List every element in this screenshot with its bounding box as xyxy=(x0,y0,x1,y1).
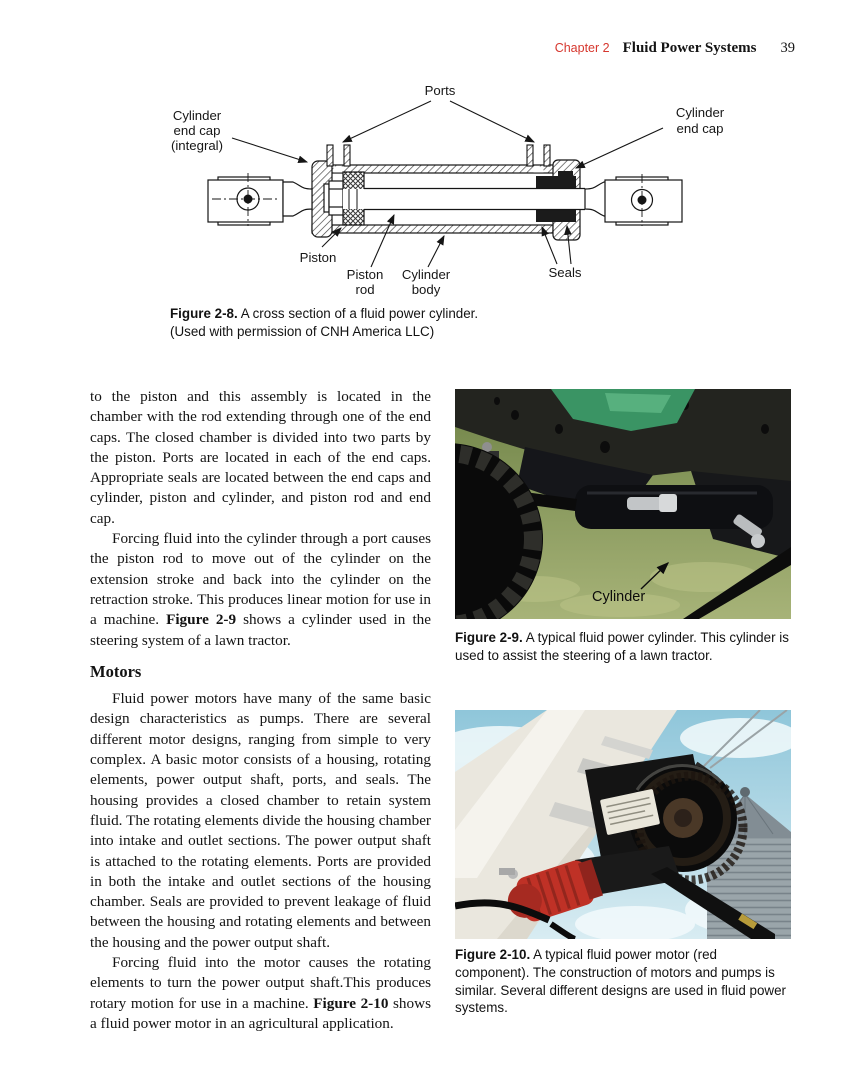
seals-label: Seals xyxy=(548,265,582,280)
chapter-title: Fluid Power Systems xyxy=(622,40,757,56)
cylinder-cross-section-svg xyxy=(128,76,790,308)
svg-text:Cylinder: Cylinder xyxy=(401,267,451,282)
right-clevis xyxy=(585,174,682,226)
svg-text:body: body xyxy=(411,282,441,297)
figure-2-10-number: Figure 2-10. xyxy=(455,947,531,962)
piston-nut xyxy=(324,181,343,215)
motors-heading: Motors xyxy=(90,661,142,681)
piston-label: Piston xyxy=(299,250,337,265)
paragraph: Forcing fluid into the motor causes the rotating elements to turn the power output shaft.This produces rotary motion for use in a machine. Figure 2-10 shows a fluid power motor in an agricultural application. xyxy=(90,954,431,1032)
figure-2-10-caption: Figure 2-10. A typical fluid power motor (red component). The construction of motors and pumps is similar. Several different designs are used in fluid power systems. xyxy=(455,947,786,1016)
paragraph: Forcing fluid into the cylinder through a port causes the piston rod to move out of the cylinder on the extension stroke and back into the cylinder on the retraction stroke. This produces linear motion for use in a machine. Figure 2-9 shows a cylinder used in the steering system of a lawn tractor. xyxy=(90,530,431,649)
caption-line: Figure 2-8. A cross section of a fluid power cylinder. xyxy=(170,306,479,321)
body-text-column xyxy=(90,387,431,1034)
figure-2-8-number: Figure 2-8. xyxy=(170,306,238,321)
svg-text:Cylinder: Cylinder xyxy=(172,108,222,123)
svg-text:Piston: Piston xyxy=(346,267,384,282)
paragraph: Fluid power motors have many of the same basic design characteristics as pumps. There are several different motor designs, ranging from simple to very complex. A basic motor consists of a housing, rotating elements, power output shaft, ports, and seals. The housing provides a closed chamber to retain system fluid. The rotating elements divide the housing chamber into intake and outlet sections. The power output shaft is attached to the rotating elements. Ports are provided in both the intake and outlet sections of the housing chamber. Seals are provided to prevent leakage of fluid between the housing and rotating elements and between the housing and the power output shaft. xyxy=(90,690,431,951)
end-cap-left-label xyxy=(171,108,223,153)
page-number: 39 xyxy=(780,40,795,56)
hood-highlight xyxy=(605,393,671,413)
fluid-power-motor-photo xyxy=(455,710,791,939)
svg-text:end cap: end cap xyxy=(173,123,221,138)
figure-2-8-caption xyxy=(170,305,600,341)
svg-text:Cylinder: Cylinder xyxy=(675,105,725,120)
paragraph: to the piston and this assembly is located in the chamber with the rod extending through one of the end caps. The closed chamber is divided into two parts by the piston. Ports are located in each of the end caps. Appropriate seals are located between the end caps and cylinder, piston and cylinder, and piston rod and end cap. xyxy=(90,388,431,527)
svg-text:end cap: end cap xyxy=(676,121,724,136)
figure-2-10-photo xyxy=(455,710,791,939)
running-head xyxy=(0,39,795,57)
svg-text:(integral): (integral) xyxy=(170,138,224,153)
figure-2-9-number: Figure 2-9. xyxy=(455,630,523,645)
caption-line: (Used with permission of CNH America LLC) xyxy=(170,323,435,339)
left-clevis xyxy=(208,173,312,226)
cylinder-body-label xyxy=(402,267,451,297)
figure-2-9-photo xyxy=(455,389,791,619)
piston-rod-label xyxy=(347,267,384,297)
piston-rod-shape xyxy=(343,189,586,210)
cylinder-photo-label: Cylinder xyxy=(592,589,646,605)
svg-text:rod: rod xyxy=(355,282,375,297)
figure-2-9-caption: Figure 2-9. A typical fluid power cylinder. This cylinder is used to assist the steering of a lawn tractor. xyxy=(455,630,789,663)
ports-label: Ports xyxy=(424,83,456,98)
lawn-tractor-cylinder-photo xyxy=(455,389,791,619)
end-cap-right-label xyxy=(676,105,725,136)
chapter-label: Chapter 2 xyxy=(554,41,610,55)
figure-2-8-diagram xyxy=(128,76,790,308)
